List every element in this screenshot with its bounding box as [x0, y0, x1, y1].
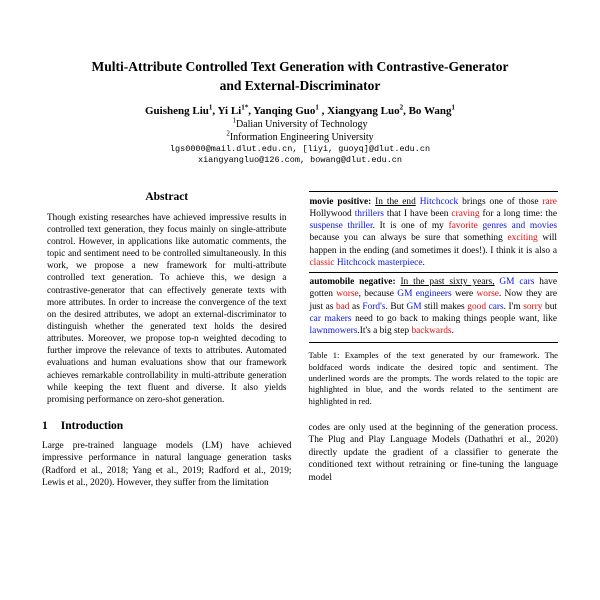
table-1-example-automobile-negative: automobile negative: In the past sixty years, GM cars have gotten worse, because GM engineers were worse. Now they are just as bad as Ford's. But GM still makes good cars. I'm sorry but car makers need to go back to making things people want, like lawnmowers.It's a big step backwards.	[309, 277, 558, 336]
section-1-title: Introduction	[60, 420, 124, 433]
emails-line-1: lgs0000@mail.dlut.edu.cn, [liyi, guoyq]@dlut.edu.cn	[169, 143, 431, 154]
table-1-example-movie-positive: movie positive: In the end Hitchcock brings one of those rare Hollywood thrillers that I have been craving for a long time: the suspense thriller. It is one of my favorite genres and movies because you can always be sure that something exciting will happen in the ending (and sometimes it does!). I think it is also a classic Hitchcock masterpiece.	[309, 196, 558, 268]
introduction-paragraph: Large pre-trained language models (LM) have achieved impressive performance in natural language generation tasks (Radford et al., 2018; Yang et al., 2019; Radford et al., 2019; Lewis et al., 2020). However, they suffer from the limitation	[42, 441, 292, 489]
table-1-caption: Table 1: Examples of the text generated by our framework. The boldfaced words indicate the desired topic and sentiment. The underlined words are the prompts. The words related to the topic are highlighted in blue, and the words related to the sentiment are highlighted in red.	[308, 350, 558, 406]
table-1	[309, 191, 559, 343]
left-column	[42, 191, 292, 490]
table-1-midrule	[309, 272, 559, 273]
abstract-heading: Abstract	[145, 190, 189, 203]
right-column-paragraph: codes are only used at the beginning of the generation process. The Plug and Play Language Models (Dathathri et al., 2020) directly update the gradient of a classifier to generate the conditioned text without retraining or fine-tuning the language model	[308, 422, 558, 483]
paper-title-line-1: Multi-Attribute Controlled Text Generation with Contrastive-Generator	[91, 59, 509, 74]
paper-header	[42, 58, 558, 165]
paper-title	[42, 58, 558, 96]
section-1-number: 1	[42, 420, 48, 433]
section-1-heading	[42, 420, 292, 432]
two-column-body	[42, 191, 558, 490]
paper-title-line-2: and External-Discriminator	[219, 77, 381, 93]
emails-line-2: xiangyangluo@126.com, bowang@dlut.edu.cn	[197, 154, 403, 165]
right-column	[309, 191, 559, 490]
affiliation-2: $^2$Information Engineering University	[226, 129, 374, 143]
authors-line: Guisheng Liu$^1$, Yi $Li^{1*}$, Yanqing Guo$^1$ , Xiangyang Luo$^2$, Bo Wang$^1$	[145, 103, 455, 117]
abstract-text: Though existing researches have achieved impressive results in controlled text generation, they focus mainly on single-attribute control. However, in applications like automatic comments, the topic and sentiment need to be controlled simultaneously. In this work, we propose a new framework for multi-attribute controlled text generation. To achieve this, we design a contrastive-generator that can effectively generate texts with more attributes. In order to increase the convergence of the text on the desired attributes, we adopt an external-discriminator to distinguish whether the generated text holds the desired attributes. Moreover, we propose top-n weighted decoding to further improve the relevance of texts to attributes. Automated evaluations and human evaluations show that our framework achieves remarkable controllability in multi-attribute generation while keeping the text fluent and diverse. It also yields promising performance on zero-shot generation.	[47, 211, 287, 404]
affiliation-1: $^1$Dalian University of Technology	[232, 116, 368, 130]
